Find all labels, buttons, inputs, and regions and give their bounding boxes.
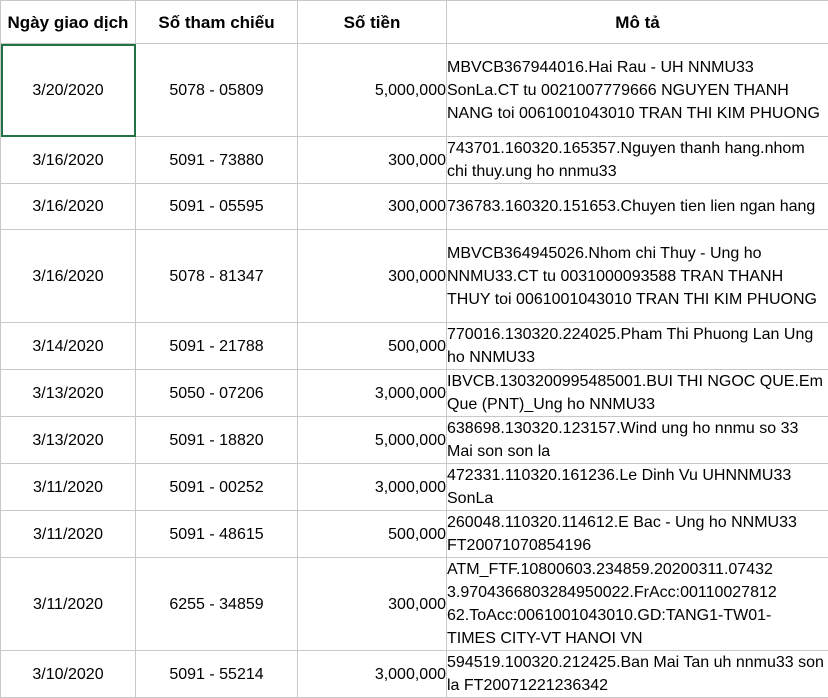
cell-ref[interactable]: 5091 - 05595 [136, 184, 298, 230]
cell-amount[interactable]: 300,000 [298, 558, 447, 651]
header-amount[interactable]: Số tiền [298, 1, 447, 44]
cell-ref[interactable]: 5091 - 55214 [136, 651, 298, 698]
cell-ref[interactable]: 5078 - 05809 [136, 44, 298, 137]
cell-date[interactable]: 3/13/2020 [1, 417, 136, 464]
cell-date[interactable]: 3/16/2020 [1, 137, 136, 184]
table-row [1, 230, 828, 323]
table-row [1, 323, 828, 370]
cell-amount[interactable]: 300,000 [298, 184, 447, 230]
table-row [1, 558, 828, 651]
cell-desc[interactable]: 594519.100320.212425.Ban Mai Tan uh nnmu33 son la FT20071221236342 [447, 651, 828, 698]
cell-ref[interactable]: 6255 - 34859 [136, 558, 298, 651]
cell-amount[interactable]: 3,000,000 [298, 370, 447, 417]
cell-desc[interactable]: 472331.110320.161236.Le Dinh Vu UHNNMU33 SonLa [447, 464, 828, 511]
cell-desc[interactable]: 743701.160320.165357.Nguyen thanh hang.nhom chi thuy.ung ho nnmu33 [447, 137, 828, 184]
cell-desc[interactable]: MBVCB364945026.Nhom chi Thuy - Ung ho NNMU33.CT tu 0031000093588 TRAN THANH THUY toi 0061001043010 TRAN THI KIM PHUONG [447, 230, 828, 323]
cell-ref[interactable]: 5091 - 73880 [136, 137, 298, 184]
cell-ref[interactable]: 5078 - 81347 [136, 230, 298, 323]
table-row [1, 511, 828, 558]
header-desc[interactable]: Mô tả [447, 1, 828, 44]
cell-date[interactable]: 3/20/2020 [1, 44, 136, 137]
cell-desc[interactable]: 260048.110320.114612.E Bac - Ung ho NNMU33 FT20071070854196 [447, 511, 828, 558]
cell-date[interactable]: 3/10/2020 [1, 651, 136, 698]
table-row [1, 651, 828, 698]
header-row [1, 1, 828, 44]
cell-desc[interactable]: 770016.130320.224025.Pham Thi Phuong Lan Ung ho NNMU33 [447, 323, 828, 370]
cell-ref[interactable]: 5091 - 48615 [136, 511, 298, 558]
table-row [1, 184, 828, 230]
cell-amount[interactable]: 500,000 [298, 511, 447, 558]
cell-amount[interactable]: 300,000 [298, 230, 447, 323]
cell-date[interactable]: 3/11/2020 [1, 511, 136, 558]
header-date[interactable]: Ngày giao dịch [1, 1, 136, 44]
table-row [1, 137, 828, 184]
cell-date[interactable]: 3/16/2020 [1, 184, 136, 230]
cell-ref[interactable]: 5050 - 07206 [136, 370, 298, 417]
table-row [1, 464, 828, 511]
cell-desc[interactable]: ATM_FTF.10800603.234859.20200311.07432 3.9704366803284950022.FrAcc:00110027812 62.ToAcc:0061001043010.GD:TANG1-TW01- TIMES CITY-VT HANOI VN [447, 558, 828, 651]
cell-amount[interactable]: 500,000 [298, 323, 447, 370]
cell-date[interactable]: 3/11/2020 [1, 464, 136, 511]
table-row [1, 370, 828, 417]
cell-amount[interactable]: 300,000 [298, 137, 447, 184]
cell-amount[interactable]: 5,000,000 [298, 417, 447, 464]
cell-desc[interactable]: IBVCB.1303200995485001.BUI THI NGOC QUE.Em Que (PNT)_Ung ho NNMU33 [447, 370, 828, 417]
cell-ref[interactable]: 5091 - 21788 [136, 323, 298, 370]
cell-date[interactable]: 3/11/2020 [1, 558, 136, 651]
cell-date[interactable]: 3/13/2020 [1, 370, 136, 417]
cell-desc[interactable]: 736783.160320.151653.Chuyen tien lien ngan hang [447, 184, 828, 230]
cell-desc[interactable]: 638698.130320.123157.Wind ung ho nnmu so 33 Mai son son la [447, 417, 828, 464]
header-ref[interactable]: Số tham chiếu [136, 1, 298, 44]
cell-date[interactable]: 3/16/2020 [1, 230, 136, 323]
table-row [1, 44, 828, 137]
cell-amount[interactable]: 3,000,000 [298, 464, 447, 511]
cell-amount[interactable]: 3,000,000 [298, 651, 447, 698]
table-row [1, 417, 828, 464]
cell-desc[interactable]: MBVCB367944016.Hai Rau - UH NNMU33 SonLa.CT tu 0021007779666 NGUYEN THANH NANG toi 0061001043010 TRAN THI KIM PHUONG [447, 44, 828, 137]
cell-date[interactable]: 3/14/2020 [1, 323, 136, 370]
cell-amount[interactable]: 5,000,000 [298, 44, 447, 137]
cell-ref[interactable]: 5091 - 00252 [136, 464, 298, 511]
cell-ref[interactable]: 5091 - 18820 [136, 417, 298, 464]
